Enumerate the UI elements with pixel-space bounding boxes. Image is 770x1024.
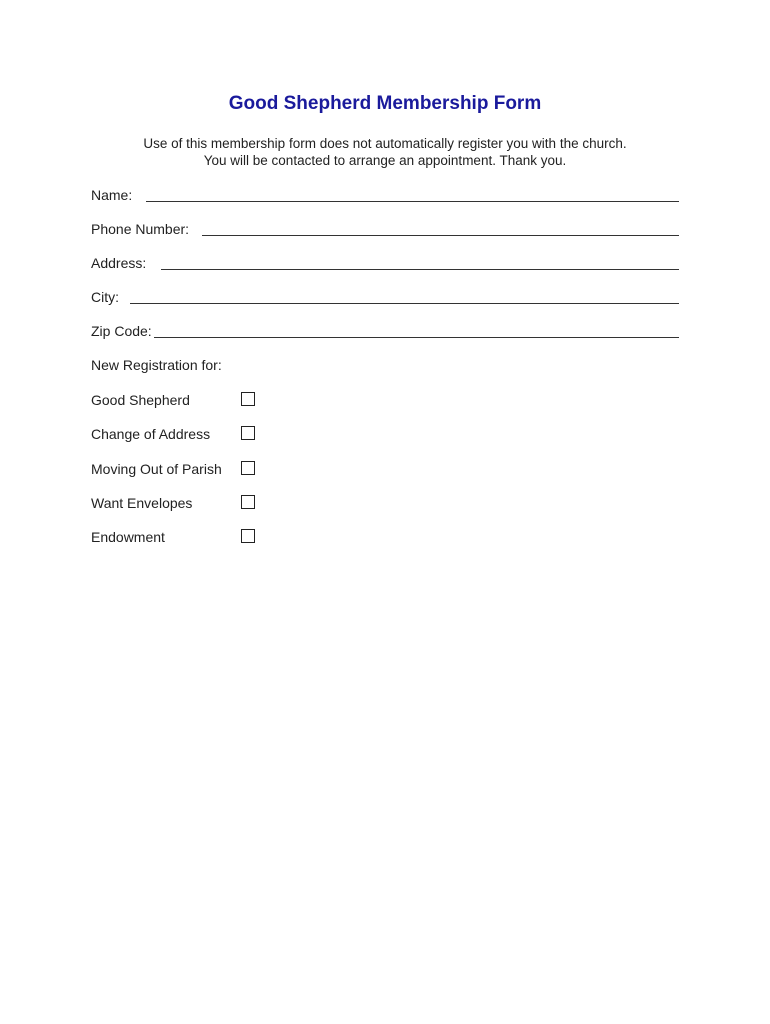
- address-field: [91, 253, 679, 273]
- option-moving-out-of-parish: [91, 459, 271, 479]
- option-label: Want Envelopes: [91, 495, 193, 511]
- zip-input-line[interactable]: [154, 322, 679, 338]
- option-good-shepherd: [91, 390, 271, 410]
- intro-line-1: Use of this membership form does not automatically register you with the church.: [143, 136, 627, 151]
- form-title: Good Shepherd Membership Form: [228, 93, 542, 114]
- phone-input-line[interactable]: [202, 220, 679, 236]
- zip-field: [91, 321, 679, 341]
- option-want-envelopes: [91, 493, 271, 513]
- want-envelopes-checkbox[interactable]: [241, 495, 255, 509]
- address-input-line[interactable]: [161, 254, 679, 270]
- name-input-line[interactable]: [146, 186, 679, 202]
- phone-label: Phone Number:: [91, 221, 190, 237]
- option-change-of-address: [91, 424, 271, 444]
- intro-line-2: You will be contacted to arrange an appointment. Thank you.: [203, 153, 567, 168]
- registration-heading: New Registration for:: [91, 357, 222, 373]
- phone-field: [91, 219, 679, 239]
- endowment-checkbox[interactable]: [241, 529, 255, 543]
- good-shepherd-checkbox[interactable]: [241, 392, 255, 406]
- option-label: Good Shepherd: [91, 392, 190, 408]
- option-endowment: [91, 527, 271, 547]
- address-label: Address:: [91, 255, 147, 271]
- name-label: Name:: [91, 187, 133, 203]
- city-input-line[interactable]: [130, 288, 679, 304]
- option-label: Moving Out of Parish: [91, 461, 222, 477]
- form-intro: [0, 135, 770, 169]
- option-label: Endowment: [91, 529, 165, 545]
- name-field: [91, 185, 679, 205]
- city-label: City:: [91, 289, 119, 305]
- option-label: Change of Address: [91, 426, 211, 442]
- city-field: [91, 287, 679, 307]
- change-of-address-checkbox[interactable]: [241, 426, 255, 440]
- moving-out-of-parish-checkbox[interactable]: [241, 461, 255, 475]
- zip-label: Zip Code:: [91, 323, 152, 339]
